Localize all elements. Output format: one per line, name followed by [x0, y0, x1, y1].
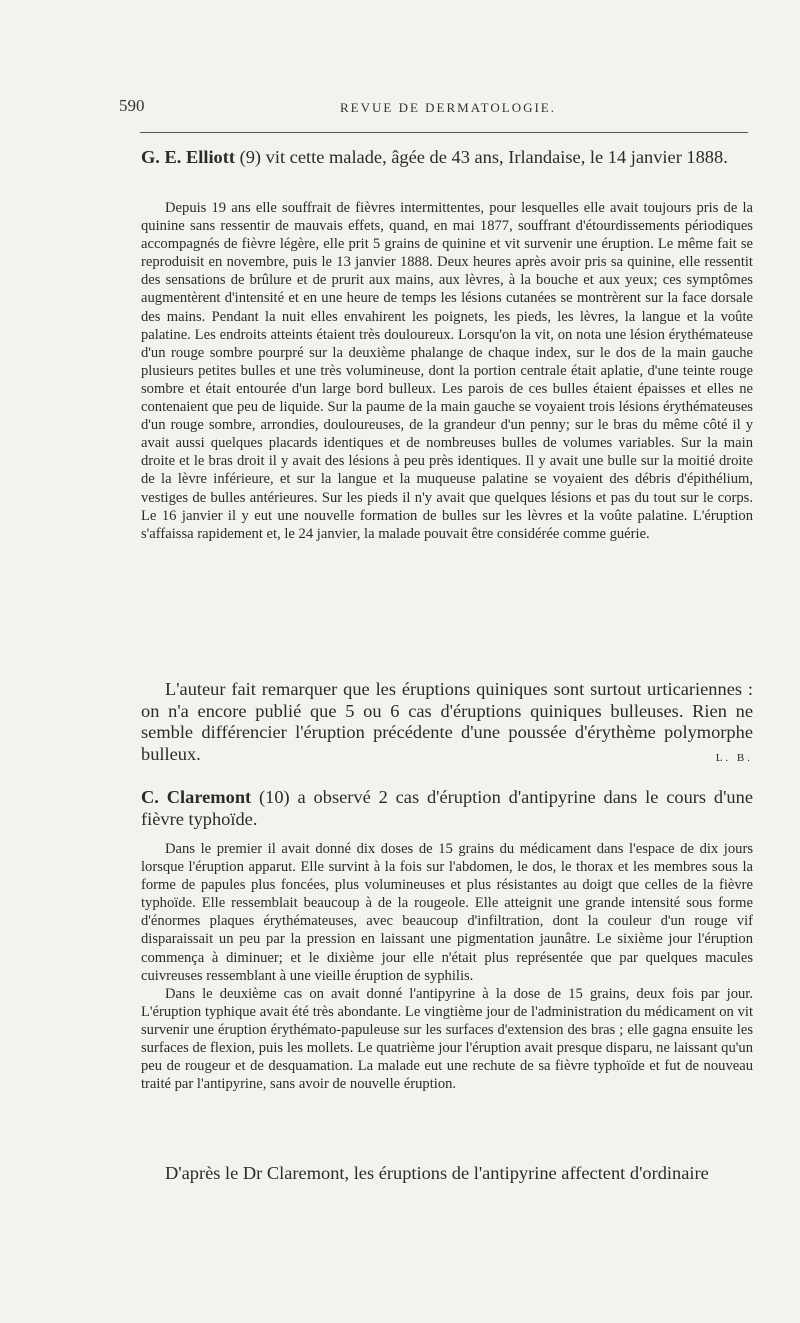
- page-number: 590: [119, 96, 145, 115]
- lead-text: (10) a observé 2 cas d'éruption d'antipyrine dans le cours d'une fièvre typhoïde.: [141, 787, 753, 829]
- comment-text: D'après le Dr Claremont, les éruptions de l'antipyrine affectent d'ordinaire: [165, 1163, 709, 1183]
- section2-comment: [141, 1163, 753, 1185]
- running-title: REVUE DE DERMATOLOGIE.: [340, 100, 556, 115]
- lead-text: (9) vit cette malade, âgée de 43 ans, Irlandaise, le 14 janvier 1888.: [235, 147, 728, 167]
- section1-paragraph: [141, 199, 753, 543]
- author-name: G. E. Elliott: [141, 147, 236, 167]
- header-rule: [140, 132, 748, 133]
- paragraph-text: Dans le deuxième cas on avait donné l'antipyrine à la dose de 15 grains, deux fois par jour. L'éruption typhique avait été très abondante. Le vingtième jour de l'administration du médicament on vit survenir une éruption érythémato-papuleuse sur les surfaces d'extension des bras ; elle gagna ensuite les surfaces de flexion, puis les mollets. Le quatrième jour l'éruption avait presque disparu, ne laissant qu'un peu de rougeur et de desquamation. La malade eut une rechute de sa fièvre typhoïde et fut de nouveau traité par l'antipyrine, sans avoir de nouvelle éruption.: [141, 985, 753, 1093]
- section2-lead: [141, 786, 753, 830]
- comment-text: L'auteur fait remarquer que les éruptions quiniques sont surtout urticariennes : on n'a encore publié que 5 ou 6 cas d'éruptions quiniques bulleuses. Rien ne semble différencier l'éruption précédente d'une poussée d'érythème polymorphe bulleux.: [141, 679, 753, 764]
- paragraph-text: Dans le premier il avait donné dix doses de 15 grains du médicament dans l'espace de dix jours lorsque l'éruption apparut. Elle survint à la fois sur l'abdomen, le dos, le thorax et les membres sous la forme de papules plus foncées, plus volumineuses et plus résistantes au doigt que celles de la fièvre typhoïde. Elle ressemblait beaucoup à de la rougeole. Elle atteignit une grande intensité sous forme d'énormes plaques érythémateuses, avec beaucoup d'infiltration, dont la couleur d'un rouge vif disparaissait un peu par la pression en laissant une pigmentation jaunâtre. Le sixième jour l'éruption commença à diminuer; et le dixième jour elle n'était plus représentée que par quelques macules cuivreuses ressemblant à une vieille éruption de syphilis.: [141, 841, 753, 984]
- paragraph-text: Depuis 19 ans elle souffrait de fièvres intermittentes, pour lesquelles elle avait toujours pris de la quinine sans ressentir de mauvais effets, quand, en mai 1877, souffrant d'étourdissements périodiques accompagnés de fièvre légère, elle prit 5 grains de quinine et vit survenir une éruption. Le même fait se reproduisit en novembre, puis le 13 janvier 1888. Deux heures après avoir pris sa quinine, elle ressentit des sensations de brûlure et de prurit aux mains, aux lèvres, à la bouche et aux yeux; ces symptômes augmentèrent d'intensité et en une heure de temps les lésions cutanées se montrèrent sur la face dorsale des mains. Pendant la nuit elles envahirent les poignets, les pieds, les lèvres, la langue et la voûte palatine. Les endroits atteints étaient très douloureux. Lorsqu'on la vit, on nota une lésion érythémateuse d'un rouge sombre pourpré sur la deuxième phalange de chaque index, sur le dos de la main gauche plusieurs petites bulles et une très volumineuse, dont la portion centrale était aplatie, d'une teinte rouge sombre et était entourée d'un large bord bulleux. Les parois de ces bulles étaient épaisses et elles ne contenaient que peu de liquide. Sur la paume de la main gauche se voyaient trois lésions érythémateuses d'un rouge sombre, arrondies, douloureuses, de la grandeur d'un penny; sur le bras du même côté il y avait aussi quelques placards identiques et de nombreuses bulles de volumes variables. Sur la main droite et le bras droit il y avait des lésions à peu près identiques. Il y avait une bulle sur la moitié droite de la lèvre inférieure, et sur la langue et la muqueuse palatine se voyaient des débris d'épithélium, vestiges de bulles antérieures. Sur les pieds il n'y avait que quelques lésions et pas du tout sur le corps. Le 16 janvier il y eut une nouvelle formation de bulles sur les lèvres et la voûte palatine. L'éruption s'affaissa rapidement et, le 24 janvier, la malade pouvait être considérée comme guérie.: [141, 200, 753, 542]
- author-name: C. Claremont: [141, 787, 252, 807]
- section1-lead: [141, 145, 753, 170]
- signature: L. B.: [715, 751, 753, 764]
- section1-comment: [141, 679, 753, 769]
- section2-paragraphs: [141, 840, 753, 1093]
